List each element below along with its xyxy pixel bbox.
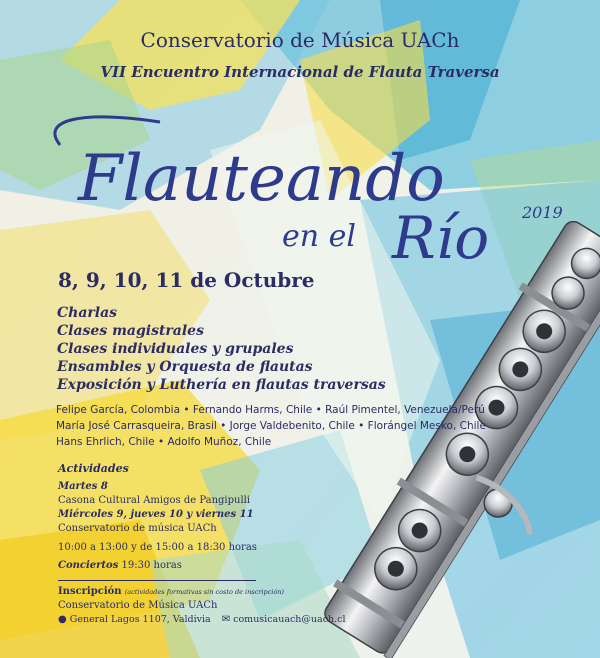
email-link[interactable]: comusicauach@uach.cl	[233, 614, 346, 625]
guest-line: Felipe García, Colombia • Fernando Harms, Chile • Raúl Pimentel, Venezuela/Perú	[56, 404, 485, 416]
activity-place: Conservatorio de música UACh	[58, 523, 217, 534]
activity-day: Miércoles 9, jueves 10 y viernes 11	[58, 509, 254, 520]
organization-name: Conservatorio de Música UACh	[140, 28, 460, 52]
title-swash	[55, 117, 160, 145]
program-item: Clases magistrales	[57, 323, 204, 339]
title-year: 2019	[522, 203, 563, 222]
event-subtitle: VII Encuentro Internacional de Flauta Traversa	[100, 63, 500, 81]
divider	[58, 580, 256, 581]
guest-line: María José Carrasqueira, Brasil • Jorge Valdebenito, Chile • Florángel Mesko, Chile	[56, 420, 486, 432]
registration-label: Inscripción	[58, 586, 122, 597]
registration-note: (actividades formativas sin costo de inscripción)	[124, 588, 284, 596]
activity-place: Casona Cultural Amigos de Pangipulli	[58, 495, 251, 506]
title-line1: Flauteando	[78, 142, 445, 216]
program-item: Ensambles y Orquesta de flautas	[57, 359, 313, 375]
program-item: Exposición y Luthería en flautas traversas	[57, 377, 386, 393]
guest-line: Hans Ehrlich, Chile • Adolfo Muñoz, Chile	[56, 436, 272, 448]
activities-heading: Actividades	[58, 462, 129, 475]
contact-line	[58, 614, 346, 625]
activity-day: Martes 8	[58, 481, 108, 492]
address: General Lagos 1107, Valdivia	[69, 614, 211, 625]
program-item: Clases individuales y grupales	[57, 341, 294, 357]
registration-place: Conservatorio de Música UACh	[58, 600, 218, 611]
program-item: Charlas	[57, 305, 118, 321]
registration-line	[58, 586, 284, 597]
map-pin-icon: ●	[58, 614, 67, 625]
concerts-line	[58, 560, 182, 571]
title-line2-part2: Río	[392, 204, 490, 272]
event-title	[0, 0, 600, 280]
title-line2-part1: en el	[282, 219, 356, 254]
concerts-label: Conciertos	[58, 560, 119, 571]
envelope-icon: ✉	[221, 614, 231, 625]
event-dates: 8, 9, 10, 11 de Octubre	[58, 268, 315, 292]
activity-hours: 10:00 a 13:00 y de 15:00 a 18:30 horas	[58, 542, 257, 553]
concerts-time: 19:30 horas	[121, 560, 182, 571]
